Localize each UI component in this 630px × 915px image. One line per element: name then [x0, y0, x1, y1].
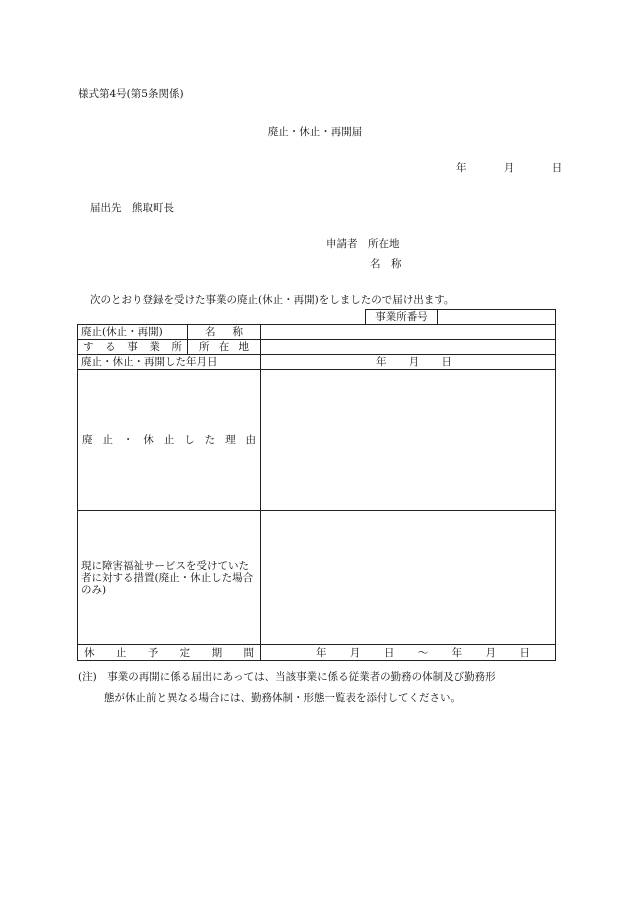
applicant-address-label: 申請者 所在地 [326, 238, 400, 250]
label-char: 所 [199, 341, 210, 353]
label-char: 月 [349, 646, 361, 659]
note-line-1: (注) 事業の再開に係る届出にあっては、当該事業に係る従業者の勤務の体制及び勤務形 [78, 671, 496, 683]
label-char: 止 [163, 434, 175, 446]
reason-label [78, 370, 261, 511]
label-char: 事 [127, 341, 138, 353]
date-year: 年 [456, 162, 467, 174]
form-number: 様式第4号(第5条関係) [78, 88, 184, 100]
note-line-2: 態が休止前と異なる場合には、勤務体制・形態一覧表を添付してください。 [104, 692, 461, 704]
name-label [188, 325, 261, 340]
label-char: 在 [218, 341, 230, 353]
label-char: た [204, 434, 216, 446]
label-char: 名 [205, 326, 216, 338]
label-char: 地 [238, 341, 249, 353]
submission-date [456, 160, 562, 175]
applicant-name-label: 名 称 [370, 258, 402, 270]
business-address-field[interactable] [261, 340, 556, 355]
business-name-field[interactable] [261, 325, 556, 340]
form-title: 廃止・休止・再開届 [267, 126, 363, 138]
reason-field[interactable] [261, 370, 556, 511]
office-number-label: 事業所番号 [366, 310, 438, 325]
office-number-table [365, 309, 556, 325]
period-value[interactable] [261, 645, 556, 661]
label-char: 称 [232, 326, 243, 338]
label-char: 休 [84, 646, 95, 659]
business-label-1: 廃止(休止・再開) [78, 325, 188, 340]
label-char: 期 [211, 646, 223, 659]
label-char: 日 [441, 356, 452, 368]
label-char: 理 [225, 434, 236, 446]
label-char: 予 [147, 646, 159, 659]
label-char: 間 [243, 646, 254, 659]
label-char: 所 [171, 341, 182, 353]
intro-text: 次のとおり登録を受けた事業の廃止(休止・再開)をしましたので届け出ます。 [90, 294, 455, 306]
period-label [78, 645, 261, 661]
recipient: 届出先 熊取町長 [90, 202, 174, 214]
label-char: 月 [408, 356, 420, 368]
label-char: 年 [376, 356, 387, 368]
label-char: す [83, 341, 94, 353]
business-label-2 [78, 340, 188, 355]
label-char: 休 [143, 434, 154, 446]
date-month: 月 [503, 162, 515, 174]
label-char: 業 [149, 341, 160, 353]
measures-label: 現に障害福祉サービスを受けていた者に対する措置(廃止・休止した場合のみ) [78, 511, 261, 645]
measures-field[interactable] [261, 511, 556, 645]
date-row-label: 廃止・休止・再開した年月日 [78, 355, 261, 370]
label-char: 廃 [82, 434, 93, 446]
office-number-field[interactable] [438, 310, 556, 325]
label-char: 止 [115, 646, 127, 659]
label-char: 由 [245, 434, 256, 446]
label-char: 〜 [417, 646, 429, 659]
label-char: 年 [451, 646, 463, 659]
label-char: 日 [519, 646, 530, 659]
label-char: し [184, 434, 195, 446]
label-char: 月 [485, 646, 497, 659]
date-day: 日 [551, 162, 563, 174]
label-char: 定 [179, 646, 191, 659]
label-char: 年 [316, 646, 327, 659]
address-label [188, 340, 261, 355]
label-char: 日 [383, 646, 395, 659]
label-char: 止 [102, 434, 113, 446]
notification-table [77, 324, 556, 661]
date-row-value[interactable] [261, 355, 556, 370]
label-char: ・ [122, 434, 134, 446]
label-char: る [105, 341, 116, 353]
